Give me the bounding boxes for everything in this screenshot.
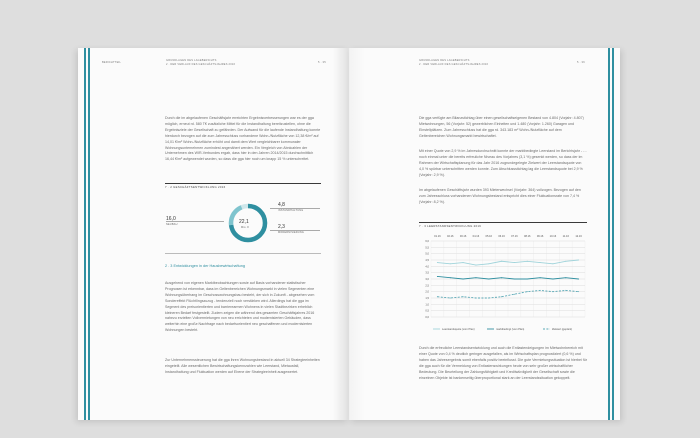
data-point bbox=[552, 279, 553, 280]
right-header-title-1: GRUNDLAGEN DES LAGEBERICHTS bbox=[419, 59, 470, 62]
x-tick-label: 06.16 bbox=[498, 235, 505, 238]
stat-modernisierung-value: 2,3 bbox=[278, 224, 285, 230]
y-tick-label: 3,5 bbox=[425, 271, 429, 275]
left-page-accent-bar bbox=[84, 48, 86, 420]
donut-center-value: 22,1 bbox=[239, 219, 249, 225]
data-point bbox=[540, 262, 541, 263]
y-tick-label: 1,5 bbox=[425, 297, 429, 300]
data-point bbox=[463, 296, 464, 297]
y-tick-label: 2,0 bbox=[425, 290, 429, 294]
data-point bbox=[527, 279, 528, 280]
data-point bbox=[475, 265, 476, 266]
section-heading-hausbewirtschaftung: 2 . 3 Entwicklungen in der Hausbewirtschaftung bbox=[165, 264, 245, 268]
x-tick-label: 11.16 bbox=[562, 235, 569, 238]
data-point bbox=[578, 260, 579, 261]
right-header-title-2: 2 . DER VERLAUF DES GESCHÄFTSJAHRES 2016 bbox=[419, 63, 489, 66]
left-page-number: 5 · 35 bbox=[318, 61, 326, 64]
legend-label: marktbedingt (vom Plan) bbox=[496, 328, 525, 331]
left-paragraph-1: Durch die im abgelaufenen Geschäftsjahr erreichten Ergebnisverbesserungen war es der gga möglich, erneut rd. 580 T€ zusätzliche Mittel für die Instandhaltung bereitzustellen, ohne die Ergebnisziele der Gesellschaft zu gefährden. Der Aufwand für die laufende Instandhaltung konnte hierdurch bezogen auf die zum Jahresschluss vorhandene Wohn-/Nutzfläche von 12,38 €/m² auf 14,01 €/m² Wohn-/Nutzfläche erhöht und damit dem Wert vergleichbarer kommunaler Wohnungsunternehmen zumindest angenähert werden. Ein Vergleich von Abnicahlen der Unternehmen des WIR-Verbundes ergab, dass hier in den Jahren 2014/2015 durchschnittlich 16,44 €/m² aufgewendet wurden, so dass die gga hier noch um knapp 15 % unterschreitet. bbox=[165, 116, 321, 162]
right-paragraph-1: Die gga verfügte am Bilanzstichtag über einen gesellschaftseigenen Bestand von 4.804 (Vorjahr: 4.807) Mietwohnungen, 56 (Vorjahr: 52) gewerblichen Einheiten und 1.480 (Vorjahr: 1.260) Garagen und Einstellplätzen. Zum Jahresschluss hat die gga rd. 343.183 m² Wohn-/Nutzfläche auf dem Geltenbereichen Wohnungsmarkt bewirtschaftet. bbox=[419, 116, 584, 138]
y-tick-label: 4,0 bbox=[425, 265, 429, 269]
left-header-title-2: 2 . DER VERLAUF DES GESCHÄFTSJAHRES 2016 bbox=[166, 63, 236, 66]
stat-modernisierung-caption: MODERNISIERUNG bbox=[278, 231, 304, 234]
left-page-accent-bar-2 bbox=[88, 48, 90, 420]
right-paragraph-2: Mit einer Quote von 2,9 % im Jahresdurchschnitt konnte der marktbedingte Leerstand im Berichtsjahr - - - noch einmal unter die bereits erfreuliche Niveau des Vorjahres (3,1 %) gesenkt werden, so dass der im Rahmen der Wirtschaftsplanung für das Jahr 2016 zugrundegelegte Zielwert der Leerstandsquote von 4,0 % spürbar unterschritten werden konnte. Zum Abschlussstichtag lag die Leerstandsquote bei 2,9 % (Vorjahr: 2,9 %). bbox=[419, 149, 587, 177]
left-figure-label: 7 · 2 GESCHÄFTSENTWICKLUNG 2016 bbox=[165, 185, 226, 189]
x-tick-label: 03.16 bbox=[459, 235, 467, 238]
data-point bbox=[578, 291, 579, 292]
data-point bbox=[540, 290, 541, 291]
y-tick-label: 4,5 bbox=[425, 259, 429, 262]
right-paragraph-4: Durch die erfreuliche Leerstandsentwicklung und auch die Entlastendeigungen im Mietwohnbereich mit einer Quote von 0,4 % deutlich geringer ausgefallen, als im Wirtschaftsplan prognostiziert (0,6 %) und haben das Jahresergebnis somit ebenfalls positiv beeinflusst. Die gute Vermietungssituation ist hierbei für die gga auch für die Vermeidung von Entlastenswirkungen heute von sehr großer wirtschaftlicher Bedeutung. Die Beurteilung der Zahlungsfähigkeit und Kreditwürdigkeit der Gesellschaft sowie die einzelnen Objekte ist bankenseitig überproportional stark an der Leerstandssituation gekoppelt. bbox=[419, 346, 587, 380]
x-tick-label: 12.16 bbox=[575, 235, 582, 238]
data-point bbox=[463, 262, 464, 263]
data-point bbox=[475, 277, 476, 278]
data-point bbox=[514, 294, 515, 295]
left-paragraph-3: Zur Unternehmenssteuerung hat die gga ihren Wohnungsbestand in aktuell 34 Strategieeinheiten eingeteilt. Alle wesentlichen Bewirtschaftungskennzahlen wie Leerstand, Mietausfall, Instandhaltung und Fluktuation werden auf Ebene der Strategieeinheit ausgewertet. bbox=[165, 358, 320, 374]
data-point bbox=[463, 279, 464, 280]
data-point bbox=[475, 298, 476, 299]
right-page bbox=[349, 48, 620, 420]
data-point bbox=[501, 261, 502, 262]
left-header-title-1: GRUNDLAGEN DES LAGEBERICHTS bbox=[166, 59, 217, 62]
data-point bbox=[565, 290, 566, 291]
right-figure-rule bbox=[419, 222, 587, 223]
stat-neubau-leader bbox=[166, 221, 224, 222]
data-point bbox=[488, 263, 489, 264]
right-paragraph-3: Im abgelaufenen Geschäftsjahr wurden 393 Mieterwechsel (Vorjahr: 364) vollzogen. Bezogen auf den zum Jahresschluss vorhandenen Wohnungsbestand entspricht dies einer Fluktuationsrate von 7,4 % (Vorjahr: 8,2 %). bbox=[419, 188, 581, 204]
data-point bbox=[552, 263, 553, 264]
data-point bbox=[437, 262, 438, 263]
stat-neubau-caption: NEUBAU bbox=[166, 223, 178, 226]
y-tick-label: 0,5 bbox=[425, 309, 429, 313]
stat-instandhaltung-caption: INSTANDHALTUNG bbox=[278, 209, 304, 212]
y-tick-label: 6,0 bbox=[425, 240, 429, 243]
data-point bbox=[514, 279, 515, 280]
data-point bbox=[450, 298, 451, 299]
left-paragraph-2: Ausgehend von eigenen Marktbeobachtungen sowie auf Basis vorhandener statistischer Prognosen ist erkennbar, dass im Geltenbereichen Wohnungsmarkt in vielen Segmenten eine Wohnungsüberhang im Geschosswohnungsbau besteht, der sich in Zukunft - abgesehen vom Sondereffekt Flüchtlingszuzug - tendenziell noch verstärken wird. Allerdings hat die gga im Segment des preisorientierten und barrierearmen Wohnens in vielen Stadtbezirken erheblich kleineren Bedarf festgestellt. Zudem zeigen die während des gesamten Geschäftsjahres 2016 nahezu erzielten Vollvermietungen von neu errichteten und modernisierten Gebäuden, dass weiterhin eine große Nachfrage nach bedarfsorientiert neu geschaffenen und modernisierten Wohnungen besteht. bbox=[165, 281, 315, 333]
data-point bbox=[527, 291, 528, 292]
y-tick-label: 5,5 bbox=[425, 246, 429, 250]
right-figure-label: 7 · 3 LEERSTANDSENTWICKLUNG 2016 bbox=[419, 224, 482, 228]
data-point bbox=[437, 276, 438, 277]
x-tick-label: 07.16 bbox=[511, 235, 518, 238]
legend-label: Leerstandsquote (vom Plan) bbox=[442, 328, 475, 331]
y-tick-label: 2,5 bbox=[425, 284, 429, 288]
right-page-number: 5 · 36 bbox=[577, 61, 585, 64]
legend-label: Zielwert (geplant) bbox=[552, 328, 573, 331]
leerstand-line-chart bbox=[417, 231, 589, 337]
data-point bbox=[501, 277, 502, 278]
x-tick-label: 10.16 bbox=[549, 235, 557, 238]
data-point bbox=[450, 277, 451, 278]
right-page-accent-bar bbox=[608, 48, 610, 420]
data-point bbox=[527, 261, 528, 262]
y-tick-label: 5,0 bbox=[425, 252, 429, 256]
left-page bbox=[78, 48, 349, 420]
section-rule bbox=[165, 253, 321, 254]
x-tick-label: 08.16 bbox=[524, 235, 531, 238]
left-header-section: BERICHTTEIL bbox=[102, 61, 122, 64]
data-point bbox=[552, 291, 553, 292]
donut-center-caption: Mio. € bbox=[241, 226, 250, 229]
data-point bbox=[501, 296, 502, 297]
right-page-accent-bar-2 bbox=[612, 48, 614, 420]
data-point bbox=[565, 277, 566, 278]
data-point bbox=[540, 277, 541, 278]
data-point bbox=[488, 298, 489, 299]
x-tick-label: 02.16 bbox=[447, 235, 454, 238]
x-tick-label: 09.16 bbox=[536, 235, 544, 238]
data-point bbox=[437, 296, 438, 297]
left-figure-rule bbox=[165, 183, 321, 184]
x-tick-label: 01.16 bbox=[434, 235, 441, 238]
y-tick-label: 0,0 bbox=[425, 316, 429, 319]
data-point bbox=[578, 279, 579, 280]
data-point bbox=[488, 279, 489, 280]
data-point bbox=[565, 261, 566, 262]
y-tick-label: 3,0 bbox=[425, 278, 429, 281]
x-tick-label: 04.16 bbox=[472, 235, 480, 238]
x-tick-label: 05.16 bbox=[485, 235, 492, 238]
brochure-spread bbox=[78, 48, 620, 420]
y-tick-label: 1,0 bbox=[425, 303, 429, 307]
stat-instandhaltung-value: 4,8 bbox=[278, 202, 285, 208]
stat-neubau-value: 16,0 bbox=[166, 216, 176, 222]
data-point bbox=[450, 263, 451, 264]
data-point bbox=[514, 262, 515, 263]
